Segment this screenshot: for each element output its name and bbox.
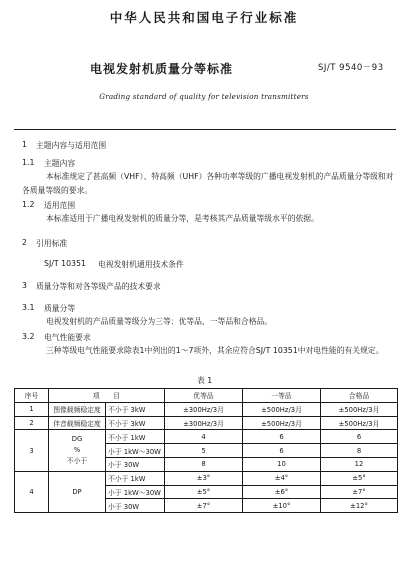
row-condition: 小于 30W [106, 499, 165, 513]
section-3-2-title: 电气性能要求 [44, 333, 91, 342]
row-item-line: 不小于 [66, 457, 88, 466]
section-3-1-text: 电视发射机的产品质量等级分为三等：优等品、一等品和合格品。 [46, 317, 273, 326]
row-top-value: ±300Hz/3月 [165, 402, 243, 416]
row-item: 伴音载频稳定度 [49, 416, 106, 430]
section-3-title: 质量分等和对各等级产品的技术要求 [36, 282, 161, 291]
row-top-value: ±7° [165, 499, 243, 513]
row-first-value: ±500Hz/3月 [243, 402, 321, 416]
section-2-title: 引用标准 [36, 239, 68, 248]
section-3-2-text: 三种等级电气性能要求除表1中列出的1～7项外，其余应符合SJ/T 10351中对电性能的有关规定。 [46, 346, 384, 355]
row-pass-value: ±5° [321, 471, 398, 485]
section-1-2-text: 本标准适用于广播电视发射机的质量分等，是考核其产品质量等级水平的依据。 [46, 214, 319, 223]
row-top-value: 4 [165, 430, 243, 444]
section-1-1-text: 本标准规定了甚高频（VHF）、特高频（UHF）各种功率等级的广播电视发射机的产品质量分等级和对各质量等级的要求。 [22, 172, 394, 195]
row-first-value: 6 [243, 444, 321, 458]
row-first-value: ±4° [243, 471, 321, 485]
row-top-value: 5 [165, 444, 243, 458]
row-pass-value: ±500Hz/3月 [321, 402, 398, 416]
row-top-value: 8 [165, 457, 243, 471]
row-pass-value: 8 [321, 444, 398, 458]
table-row [15, 416, 398, 430]
document-title: 电视发射机质量分等标准 [90, 62, 234, 76]
row-no: 4 [15, 471, 49, 512]
row-first-value: ±6° [243, 485, 321, 499]
section-1-number: 1 [22, 140, 27, 149]
header-rule [14, 129, 396, 130]
table-row [15, 471, 398, 485]
row-pass-value: ±7° [321, 485, 398, 499]
english-title: Grading standard of quality for television transmitters [99, 92, 309, 101]
section-1-1-title: 主题内容 [44, 159, 76, 168]
row-no: 1 [15, 402, 49, 416]
standard-header: 中华人民共和国电子行业标准 [109, 10, 299, 25]
header-pass-grade: 合格品 [321, 389, 398, 403]
row-pass-value: 6 [321, 430, 398, 444]
row-item-dp: DP [49, 471, 106, 512]
header-top-grade: 优等品 [165, 389, 243, 403]
header-first-grade: 一等品 [243, 389, 321, 403]
row-top-value: ±3° [165, 471, 243, 485]
section-1-1-number: 1.1 [22, 158, 35, 167]
row-condition: 不小于 1kW [106, 430, 165, 444]
row-item-line: % [73, 446, 81, 455]
table-caption: 表 1 [197, 376, 213, 385]
row-first-value: ±10° [243, 499, 321, 513]
row-condition: 小于 30W [106, 457, 165, 471]
table-row [15, 402, 398, 416]
row-condition: 小于 1kW～30W [106, 444, 165, 458]
reference-code: SJ/T 10351 [44, 259, 86, 268]
section-3-1-number: 3.1 [22, 303, 35, 312]
table-row [15, 430, 398, 444]
row-pass-value: ±500Hz/3月 [321, 416, 398, 430]
section-1-title: 主题内容与适用范围 [36, 141, 107, 150]
section-1-2-title: 适用范围 [44, 201, 76, 210]
header-item: 项 目 [49, 389, 165, 403]
quality-table [14, 388, 398, 513]
table-header-row [15, 389, 398, 403]
row-condition: 小于 1kW～30W [106, 485, 165, 499]
row-condition: 不小于 3kW [106, 402, 165, 416]
row-no: 2 [15, 416, 49, 430]
reference-name: 电视发射机通用技术条件 [98, 260, 184, 269]
row-item-dg [49, 430, 106, 471]
row-pass-value: ±12° [321, 499, 398, 513]
section-2-number: 2 [22, 238, 27, 247]
row-item-line: DG [71, 435, 83, 444]
standard-code: SJ/T 9540－93 [318, 63, 384, 73]
section-3-2-number: 3.2 [22, 332, 35, 341]
row-first-value: ±500Hz/3月 [243, 416, 321, 430]
row-pass-value: 12 [321, 457, 398, 471]
header-no: 序号 [15, 389, 49, 403]
row-top-value: ±300Hz/3月 [165, 416, 243, 430]
section-3-1-title: 质量分等 [44, 304, 76, 313]
row-condition: 不小于 1kW [106, 471, 165, 485]
section-1-2-number: 1.2 [22, 200, 35, 209]
row-first-value: 10 [243, 457, 321, 471]
section-3-number: 3 [22, 281, 27, 290]
row-item: 图像载频稳定度 [49, 402, 106, 416]
row-condition: 不小于 3kW [106, 416, 165, 430]
row-no: 3 [15, 430, 49, 471]
row-top-value: ±5° [165, 485, 243, 499]
row-first-value: 6 [243, 430, 321, 444]
